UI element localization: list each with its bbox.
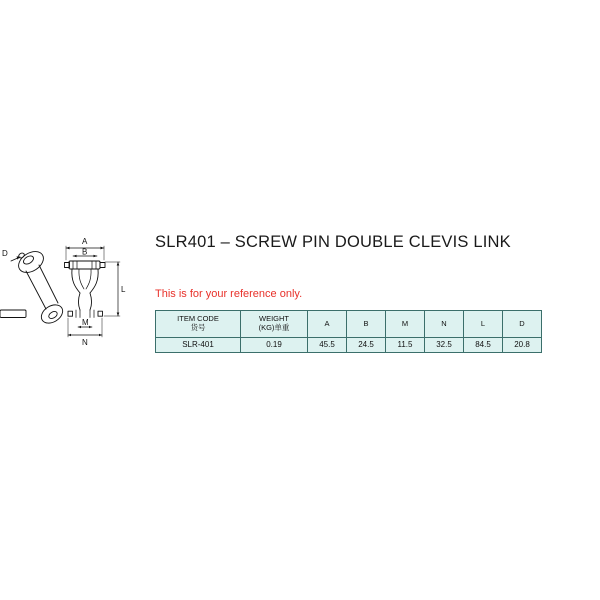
cell-l: 84.5 (464, 338, 503, 353)
header-l: L (464, 311, 503, 338)
cell-item-code: SLR-401 (156, 338, 241, 353)
cell-a: 45.5 (308, 338, 347, 353)
shank-right-edge (39, 265, 58, 303)
label-d: D (2, 249, 8, 258)
top-pin-bar (69, 261, 100, 269)
clevis-link-diagram (0, 215, 150, 365)
header-weight-cn: (KG)单重 (258, 323, 290, 332)
spec-table-container (155, 310, 542, 353)
dim-a-arrow-left (66, 247, 70, 250)
body-right (90, 293, 92, 310)
cell-m: 11.5 (386, 338, 425, 353)
table-body (156, 338, 542, 353)
header-d: D (503, 311, 542, 338)
label-b: B (82, 247, 88, 257)
dim-m-arrow-right (89, 326, 92, 328)
dim-l-arrow-bottom (117, 313, 120, 317)
header-weight (241, 311, 308, 338)
page-title: SLR401 – SCREW PIN DOUBLE CLEVIS LINK (155, 233, 511, 251)
header-item-code (156, 311, 241, 338)
body-left (79, 293, 81, 310)
shank-left-edge (26, 271, 46, 309)
dim-b-arrow-right (94, 255, 98, 258)
dim-n-arrow-right (99, 334, 102, 336)
label-n: N (82, 338, 88, 347)
reference-note: This is for your reference only. (155, 288, 303, 300)
lower-eye-hole (48, 310, 59, 320)
header-a: A (308, 311, 347, 338)
bottom-pin-end-right (98, 311, 103, 316)
dim-a-arrow-right (101, 247, 105, 250)
dim-l-extensions (104, 262, 120, 316)
label-m: M (82, 318, 89, 327)
header-weight-en: WEIGHT (259, 314, 289, 324)
bottom-pin-bar (0, 310, 26, 318)
lower-eye-outer (38, 301, 66, 327)
arm-right-inner (86, 269, 91, 289)
top-pin-threads (73, 261, 96, 269)
table-header-row (156, 311, 542, 338)
header-item-code-cn: 货号 (190, 323, 206, 332)
cell-d: 20.8 (503, 338, 542, 353)
header-item-code-en: ITEM CODE (177, 314, 219, 324)
specification-table (155, 310, 542, 353)
dim-l-arrow-top (117, 262, 120, 266)
cell-b: 24.5 (347, 338, 386, 353)
pin-end-right (100, 263, 105, 268)
arm-left-inner (79, 269, 84, 289)
table-header (156, 311, 542, 338)
dim-b-arrow-left (73, 255, 77, 258)
bottom-pin-threads (76, 310, 94, 318)
header-b: B (347, 311, 386, 338)
dim-n-arrow-left (68, 334, 71, 336)
header-n: N (425, 311, 464, 338)
cell-n: 32.5 (425, 338, 464, 353)
label-a: A (82, 237, 88, 246)
table-row (156, 338, 542, 353)
header-m: M (386, 311, 425, 338)
label-l: L (121, 285, 126, 294)
cell-weight: 0.19 (241, 338, 308, 353)
product-technical-drawing (0, 215, 150, 365)
bottom-pin-end-left (68, 311, 73, 316)
dim-m-arrow-left (78, 326, 81, 328)
